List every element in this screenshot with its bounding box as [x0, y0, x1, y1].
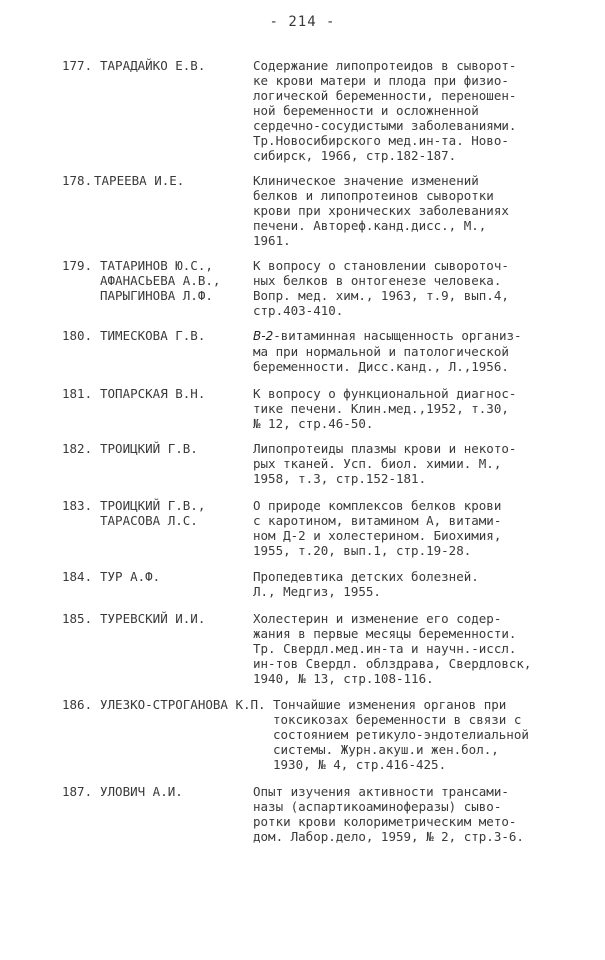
entry-work: О природе комплексов белков крови с каротином, витамином А, витами- ном Д-2 и холестерином. Биохимия, 1955, т.20, вып.1, стр.19-28. [253, 498, 502, 558]
entry-author: УЛЕЗКО-СТРОГАНОВА К.П. [100, 697, 266, 712]
entry-work: Пропедевтика детских болезней. Л., Медгиз, 1955. [253, 569, 479, 599]
entry-author: УЛОВИЧ А.И. [100, 784, 183, 799]
entry-author: ТИМЕСКОВА Г.В. [100, 328, 206, 343]
entry-author: ТАРЕЕВА И.Е. [94, 173, 185, 188]
entry-work: Холестерин и изменение его содер- жания в первые месяцы беременности. Тр. Свердл.мед.ин-та и научн.-иссл. ин-тов Свердл. облздрава, Свердловск, 1940, № 13, стр.108-116. [253, 611, 532, 686]
entry-number: 186. [62, 697, 93, 712]
entry-work: Тончайшие изменения органов при токсикозах беременности в связи с состоянием ретикуло-эндотелиальной системы. Журн.акуш.и жен.бол., 1930, № 4, стр.416-425. [273, 697, 529, 772]
entry-author: ТРОИЦКИЙ Г.В. [100, 441, 198, 456]
entry-number: 183. [62, 498, 93, 513]
entry-number: 181. [62, 386, 93, 401]
entry-author: ТАРАДАЙКО Е.В. [100, 58, 206, 73]
entry-number: 184. [62, 569, 93, 584]
entry-work: Содержание липопротеидов в сыворот- ке крови матери и плода при физио- логической беременности, переношен- ной беременности и осложненной сердечно-сосудистыми заболеваниями. Тр.Новосибирского мед.ин-та. Ново- сибирск, 1966, стр.182-187. [253, 58, 517, 163]
handwritten-vitamin-prefix: В-2 [253, 329, 274, 343]
entry-work: Опыт изучения активности трансами- назы (аспартикоаминоферазы) сыво- ротки крови колориметрическим мето- дом. Лабор.дело, 1959, № 2, стр.3-6. [253, 784, 524, 844]
entry-work: К вопросу о становлении сывороточ- ных белков в онтогенезе человека. Вопр. мед. хим., 1963, т.9, вып.4, стр.403-410. [253, 258, 509, 318]
page-number: - 214 - [269, 14, 336, 30]
entry-work: К вопросу о функциональной диагнос- тике печени. Клин.мед.,1952, т.30, № 12, стр.46-50. [253, 386, 517, 431]
entry-number: 182. [62, 441, 93, 456]
entry-work: Липопротеиды плазмы крови и некото- рых тканей. Усп. биол. химии. М., 1958, т.3, стр.152-181. [253, 441, 517, 486]
entry-work-text: -витаминная насыщенность организ- ма при нормальной и патологической беременности. Дисс.канд., Л.,1956. [253, 328, 522, 374]
entry-number: 180. [62, 328, 93, 343]
entry-number: 179. [62, 258, 93, 273]
entry-author: ТУРЕВСКИЙ И.И. [100, 611, 206, 626]
entry-work [253, 328, 583, 374]
entry-number: 187. [62, 784, 93, 799]
entry-number: 185. [62, 611, 93, 626]
entry-author: ТОПАРСКАЯ В.Н. [100, 386, 206, 401]
entry-number: 177. [62, 58, 93, 73]
entry-author: ТАТАРИНОВ Ю.С., АФАНАСЬЕВА А.В., ПАРЫГИНОВА Л.Ф. [100, 258, 221, 303]
entry-number: 178. [62, 173, 93, 188]
entry-author: ТУР А.Ф. [100, 569, 161, 584]
entry-work: Клиническое значение изменений белков и липопротеинов сыворотки крови при хронических заболеваниях печени. Автореф.канд.дисс., М., 1961. [253, 173, 509, 248]
entry-author: ТРОИЦКИЙ Г.В., ТАРАСОВА Л.С. [100, 498, 206, 528]
